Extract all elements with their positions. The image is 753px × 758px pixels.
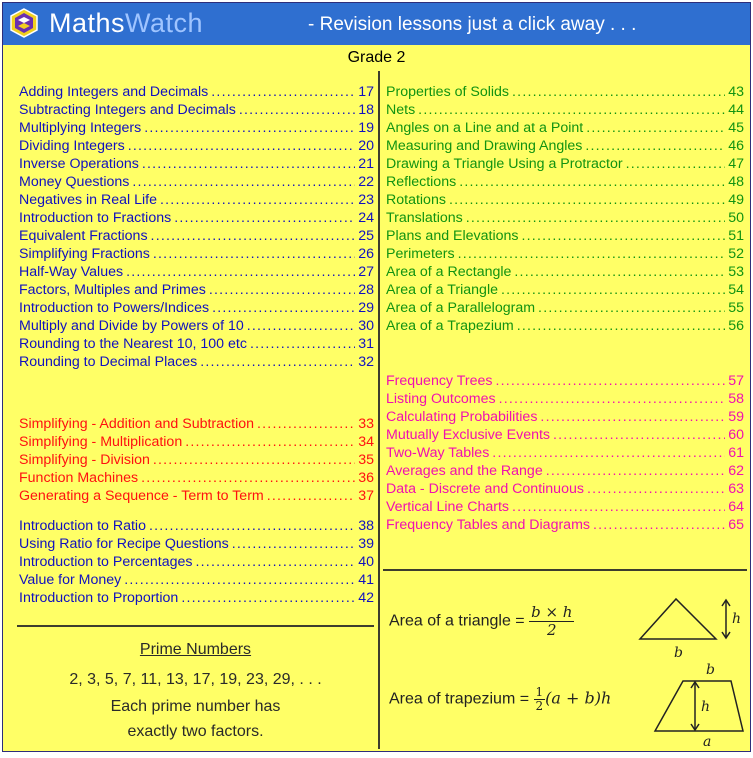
trapezium-formula-label: Area of trapezium = xyxy=(389,690,534,708)
lesson-link-64[interactable] xyxy=(386,498,744,516)
triangle-base-label: b xyxy=(674,645,683,661)
dot-leader xyxy=(459,173,725,191)
statistics-topics-list xyxy=(386,372,744,534)
dot-leader xyxy=(211,83,355,101)
lesson-link-31[interactable] xyxy=(19,335,374,353)
lesson-link-27[interactable] xyxy=(19,263,374,281)
dot-leader xyxy=(587,480,725,498)
lesson-number: 62 xyxy=(728,463,744,479)
lesson-title: Dividing Integers xyxy=(19,138,125,154)
lesson-link-23[interactable] xyxy=(19,191,374,209)
dot-leader xyxy=(514,263,725,281)
grade-title: Grade 2 xyxy=(347,49,406,66)
lesson-title: Properties of Solids xyxy=(386,84,510,100)
dot-leader xyxy=(458,245,726,263)
lesson-title: Perimeters xyxy=(386,246,455,262)
lesson-number: 52 xyxy=(728,246,744,262)
prime-numbers-title: Prime Numbers xyxy=(139,641,252,658)
lesson-title: Simplifying - Addition and Subtraction xyxy=(19,416,255,432)
algebra-topics-list xyxy=(19,415,374,505)
lesson-number: 19 xyxy=(358,120,374,136)
lesson-title: Translations xyxy=(386,210,463,226)
dot-leader xyxy=(250,335,355,353)
header-banner xyxy=(3,3,750,45)
dot-leader xyxy=(538,299,725,317)
lesson-title: Measuring and Drawing Angles xyxy=(386,138,583,154)
lesson-number: 48 xyxy=(728,174,744,190)
lesson-number: 37 xyxy=(358,488,374,504)
lesson-number: 54 xyxy=(728,282,744,298)
triangle-formula-fraction xyxy=(529,604,574,639)
lesson-number: 59 xyxy=(728,409,744,425)
lesson-title: Equivalent Fractions xyxy=(19,228,148,244)
lesson-link-52[interactable] xyxy=(386,245,744,263)
lesson-title: Vertical Line Charts xyxy=(386,499,510,515)
lesson-title: Frequency Trees xyxy=(386,373,493,389)
lesson-title: Area of a Trapezium xyxy=(386,318,514,334)
lesson-title: Nets xyxy=(386,102,416,118)
dot-leader xyxy=(540,408,725,426)
lesson-link-17[interactable] xyxy=(19,83,374,101)
dot-leader xyxy=(247,317,355,335)
dot-leader xyxy=(232,535,355,553)
lesson-title: Simplifying - Division xyxy=(19,452,150,468)
lesson-number: 41 xyxy=(358,572,374,588)
lesson-number: 63 xyxy=(728,481,744,497)
lesson-title: Multiply and Divide by Powers of 10 xyxy=(19,318,244,334)
lesson-title: Generating a Sequence - Term to Term xyxy=(19,488,264,504)
dot-leader xyxy=(174,209,355,227)
lesson-number: 30 xyxy=(358,318,374,334)
lesson-number: 22 xyxy=(358,174,374,190)
lesson-number: 56 xyxy=(728,318,744,334)
lesson-number: 40 xyxy=(358,554,374,570)
trapezium-bottom-label: a xyxy=(703,734,712,749)
dot-leader xyxy=(185,433,355,451)
formulas-divider xyxy=(383,569,747,571)
lesson-title: Value for Money xyxy=(19,572,122,588)
lesson-number: 25 xyxy=(358,228,374,244)
lesson-number: 31 xyxy=(358,336,374,352)
trapezium-area-formula xyxy=(389,686,611,713)
lesson-link-54[interactable] xyxy=(386,281,744,299)
dot-leader xyxy=(124,571,355,589)
lesson-link-20[interactable] xyxy=(19,137,374,155)
lesson-title: Introduction to Proportion xyxy=(19,590,179,606)
lesson-title: Area of a Triangle xyxy=(386,282,498,298)
dot-leader xyxy=(512,83,725,101)
lesson-link-51[interactable] xyxy=(386,227,744,245)
dot-leader xyxy=(141,469,355,487)
lesson-title: Introduction to Ratio xyxy=(19,518,146,534)
brand-name-watch: Watch xyxy=(125,8,204,38)
lesson-link-46[interactable] xyxy=(386,137,744,155)
lesson-link-44[interactable] xyxy=(386,101,744,119)
lesson-number: 44 xyxy=(728,102,744,118)
trapezium-formula-expression: (a + b)h xyxy=(545,688,612,708)
lesson-link-29[interactable] xyxy=(19,299,374,317)
lesson-title: Listing Outcomes xyxy=(386,391,496,407)
lesson-number: 61 xyxy=(728,445,744,461)
lesson-link-48[interactable] xyxy=(386,173,744,191)
lesson-link-56[interactable] xyxy=(386,317,744,335)
dot-leader xyxy=(209,281,355,299)
triangle-height-label: h xyxy=(732,611,742,627)
lesson-link-19[interactable] xyxy=(19,119,374,137)
dot-leader xyxy=(449,191,725,209)
lesson-title: Money Questions xyxy=(19,174,130,190)
geometry-topics-list xyxy=(386,83,744,335)
lesson-title: Angles on a Line and at a Point xyxy=(386,120,584,136)
lesson-link-33[interactable] xyxy=(19,415,374,433)
dot-leader xyxy=(160,191,355,209)
dot-leader xyxy=(196,553,356,571)
dot-leader xyxy=(553,426,725,444)
lesson-number: 50 xyxy=(728,210,744,226)
lesson-title: Subtracting Integers and Decimals xyxy=(19,102,236,118)
lesson-title: Introduction to Percentages xyxy=(19,554,193,570)
lesson-title: Reflections xyxy=(386,174,457,190)
lesson-link-50[interactable] xyxy=(386,209,744,227)
dot-leader xyxy=(585,137,725,155)
lesson-title: Rotations xyxy=(386,192,446,208)
lesson-link-18[interactable] xyxy=(19,101,374,119)
ratio-topics-list xyxy=(19,517,374,607)
lesson-title: Factors, Multiples and Primes xyxy=(19,282,206,298)
brand-name-maths: Maths xyxy=(49,8,126,38)
dot-leader xyxy=(586,119,725,137)
lesson-link-62[interactable] xyxy=(386,462,744,480)
dot-leader xyxy=(546,462,726,480)
lesson-title: Adding Integers and Decimals xyxy=(19,84,209,100)
lesson-link-35[interactable] xyxy=(19,451,374,469)
brand-name xyxy=(49,7,203,39)
lesson-link-26[interactable] xyxy=(19,245,374,263)
mathswatch-logo-icon xyxy=(9,8,39,38)
lesson-number: 38 xyxy=(358,518,374,534)
dot-leader xyxy=(626,155,726,173)
lesson-title: Averages and the Range xyxy=(386,463,543,479)
lesson-title: Simplifying - Multiplication xyxy=(19,434,183,450)
triangle-area-formula xyxy=(389,604,574,639)
lesson-title: Area of a Parallelogram xyxy=(386,300,536,316)
dot-leader xyxy=(144,119,355,137)
lesson-title: Introduction to Powers/Indices xyxy=(19,300,210,316)
lesson-link-45[interactable] xyxy=(386,119,744,137)
lesson-title: Drawing a Triangle Using a Protractor xyxy=(386,156,623,172)
dot-leader xyxy=(517,317,725,335)
lesson-number: 18 xyxy=(358,102,374,118)
lesson-link-58[interactable] xyxy=(386,390,744,408)
lesson-number: 17 xyxy=(358,84,374,100)
dot-leader xyxy=(495,372,725,390)
dot-leader xyxy=(418,101,725,119)
primes-divider xyxy=(17,625,374,627)
lesson-number: 39 xyxy=(358,536,374,552)
lesson-number: 27 xyxy=(358,264,374,280)
tagline: - Revision lessons just a click away . . . xyxy=(308,14,637,35)
lesson-link-43[interactable] xyxy=(386,83,744,101)
lesson-number: 20 xyxy=(358,138,374,154)
lesson-number: 60 xyxy=(728,427,744,443)
lesson-title: Area of a Rectangle xyxy=(386,264,512,280)
dot-leader xyxy=(239,101,355,119)
lesson-title: Rounding to the Nearest 10, 100 etc xyxy=(19,336,247,352)
lesson-number: 23 xyxy=(358,192,374,208)
lesson-number: 53 xyxy=(728,264,744,280)
triangle-formula-denominator: 2 xyxy=(547,621,557,639)
lesson-number: 33 xyxy=(358,416,374,432)
lesson-link-24[interactable] xyxy=(19,209,374,227)
dot-leader xyxy=(267,487,355,505)
lesson-link-40[interactable] xyxy=(19,553,374,571)
lesson-link-47[interactable] xyxy=(386,155,744,173)
lesson-number: 28 xyxy=(358,282,374,298)
lesson-link-65[interactable] xyxy=(386,516,744,534)
dot-leader xyxy=(492,444,725,462)
dot-leader xyxy=(200,353,355,371)
triangle-formula-label: Area of a triangle = xyxy=(389,612,530,630)
trapezium-top-label: b xyxy=(706,662,715,678)
dot-leader xyxy=(466,209,725,227)
lesson-link-22[interactable] xyxy=(19,173,374,191)
trapezium-half-denominator: 2 xyxy=(535,699,544,713)
lesson-link-38[interactable] xyxy=(19,517,374,535)
lesson-title: Multiplying Integers xyxy=(19,120,142,136)
lesson-link-30[interactable] xyxy=(19,317,374,335)
lesson-link-28[interactable] xyxy=(19,281,374,299)
lesson-number: 51 xyxy=(728,228,744,244)
dot-leader xyxy=(153,245,355,263)
grade-2-index-page xyxy=(2,2,751,752)
lesson-link-57[interactable] xyxy=(386,372,744,390)
dot-leader xyxy=(142,155,355,173)
prime-numbers-note-line2: exactly two factors. xyxy=(127,723,264,740)
lesson-number: 45 xyxy=(728,120,744,136)
lesson-link-60[interactable] xyxy=(386,426,744,444)
dot-leader xyxy=(593,516,725,534)
lesson-title: Calculating Probabilities xyxy=(386,409,538,425)
triangle-diagram xyxy=(636,591,746,663)
dot-leader xyxy=(499,390,726,408)
lesson-number: 24 xyxy=(358,210,374,226)
lesson-title: Function Machines xyxy=(19,470,139,486)
lesson-link-41[interactable] xyxy=(19,571,374,589)
lesson-number: 26 xyxy=(358,246,374,262)
dot-leader xyxy=(181,589,355,607)
trapezium-formula-half xyxy=(534,686,546,713)
lesson-link-63[interactable] xyxy=(386,480,744,498)
lesson-link-39[interactable] xyxy=(19,535,374,553)
lesson-number: 36 xyxy=(358,470,374,486)
lesson-link-61[interactable] xyxy=(386,444,744,462)
dot-leader xyxy=(132,173,355,191)
lesson-number: 49 xyxy=(728,192,744,208)
lesson-number: 32 xyxy=(358,354,374,370)
trapezium-height-label: h xyxy=(701,699,711,715)
trapezium-diagram xyxy=(643,661,747,749)
prime-numbers-list: 2, 3, 5, 7, 11, 13, 17, 19, 23, 29, . . . xyxy=(69,671,322,688)
lesson-title: Data - Discrete and Continuous xyxy=(386,481,584,497)
triangle-formula-numerator: b × h xyxy=(531,603,573,621)
lesson-link-42[interactable] xyxy=(19,589,374,607)
dot-leader xyxy=(151,227,356,245)
lesson-link-21[interactable] xyxy=(19,155,374,173)
lesson-title: Simplifying Fractions xyxy=(19,246,150,262)
prime-numbers-note-line1: Each prime number has xyxy=(110,698,281,715)
dot-leader xyxy=(212,299,355,317)
lesson-number: 29 xyxy=(358,300,374,316)
lesson-link-32[interactable] xyxy=(19,353,374,371)
lesson-title: Introduction to Fractions xyxy=(19,210,172,226)
lesson-number: 47 xyxy=(728,156,744,172)
lesson-title: Plans and Elevations xyxy=(386,228,519,244)
dot-leader xyxy=(522,227,726,245)
trapezium-half-numerator: 1 xyxy=(535,685,544,699)
lesson-link-37[interactable] xyxy=(19,487,374,505)
trapezium-shape xyxy=(655,681,743,731)
lesson-link-49[interactable] xyxy=(386,191,744,209)
dot-leader xyxy=(149,517,355,535)
lesson-number: 35 xyxy=(358,452,374,468)
dot-leader xyxy=(257,415,355,433)
lesson-link-55[interactable] xyxy=(386,299,744,317)
lesson-number: 43 xyxy=(728,84,744,100)
lesson-title: Negatives in Real Life xyxy=(19,192,158,208)
lesson-number: 65 xyxy=(728,517,744,533)
lesson-number: 42 xyxy=(358,590,374,606)
lesson-number: 55 xyxy=(728,300,744,316)
lesson-title: Mutually Exclusive Events xyxy=(386,427,551,443)
lesson-title: Two-Way Tables xyxy=(386,445,490,461)
dot-leader xyxy=(153,451,355,469)
lesson-number: 64 xyxy=(728,499,744,515)
lesson-number: 21 xyxy=(358,156,374,172)
lesson-link-53[interactable] xyxy=(386,263,744,281)
lesson-link-59[interactable] xyxy=(386,408,744,426)
lesson-number: 57 xyxy=(728,373,744,389)
number-topics-list xyxy=(19,83,374,371)
lesson-link-36[interactable] xyxy=(19,469,374,487)
lesson-number: 58 xyxy=(728,391,744,407)
triangle-shape xyxy=(640,599,716,639)
lesson-title: Inverse Operations xyxy=(19,156,139,172)
dot-leader xyxy=(128,137,356,155)
dot-leader xyxy=(126,263,355,281)
lesson-title: Using Ratio for Recipe Questions xyxy=(19,536,229,552)
lesson-number: 34 xyxy=(358,434,374,450)
lesson-title: Half-Way Values xyxy=(19,264,124,280)
dot-leader xyxy=(501,281,725,299)
column-divider xyxy=(378,71,380,749)
lesson-title: Frequency Tables and Diagrams xyxy=(386,517,590,533)
lesson-number: 46 xyxy=(728,138,744,154)
lesson-link-34[interactable] xyxy=(19,433,374,451)
dot-leader xyxy=(512,498,725,516)
lesson-title: Rounding to Decimal Places xyxy=(19,354,198,370)
lesson-link-25[interactable] xyxy=(19,227,374,245)
